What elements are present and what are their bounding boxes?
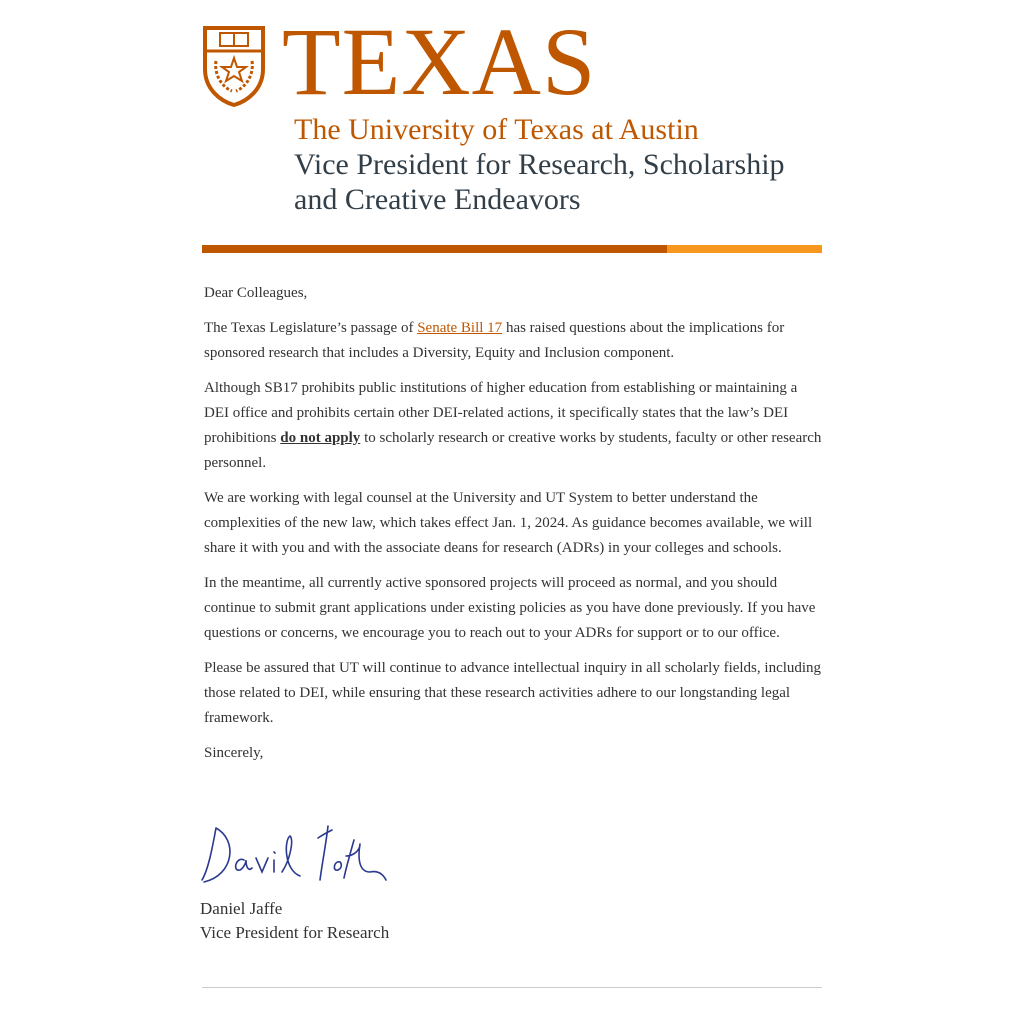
signer-title: Vice President for Research bbox=[200, 923, 390, 942]
text: Although SB17 prohibits public institutions of higher education from establishing or maintaining a DEI office and prohibits certain other DEI-related actions, it specifically states that the law’s DEI prohibitions bbox=[204, 380, 798, 446]
signer-block bbox=[200, 897, 389, 945]
handwritten-signature bbox=[198, 820, 398, 892]
emphasis-do-not-apply: do not apply bbox=[280, 430, 361, 446]
greeting: Dear Colleagues, bbox=[204, 285, 308, 301]
university-name: The University of Texas at Austin bbox=[294, 113, 699, 146]
closing: Sincerely, bbox=[204, 745, 264, 761]
text: to scholarly research or creative works by students, faculty or other research personnel. bbox=[204, 430, 822, 471]
office-title-line2: and Creative Endeavors bbox=[294, 183, 581, 216]
paragraph-1 bbox=[204, 316, 822, 366]
letter-body bbox=[204, 281, 822, 776]
paragraph-2 bbox=[204, 376, 822, 476]
header-divider-accent bbox=[667, 245, 822, 253]
footer-divider bbox=[202, 987, 822, 988]
signer-name: Daniel Jaffe bbox=[200, 899, 283, 918]
header-divider-primary bbox=[202, 245, 667, 253]
office-title-line1: Vice President for Research, Scholarship bbox=[294, 148, 785, 181]
text: The Texas Legislature’s passage of bbox=[204, 320, 418, 336]
paragraph-5: Please be assured that UT will continue to advance intellectual inquiry in all scholarly fields, including those related to DEI, while ensuring that these research activities adhere to our longstanding legal framework. bbox=[204, 660, 822, 726]
paragraph-3: We are working with legal counsel at the University and UT System to better understand the complexities of the new law, which takes effect Jan. 1, 2024. As guidance becomes available, we will share it with you and with the associate deans for research (ADRs) in your colleges and schools. bbox=[204, 490, 813, 556]
text: has raised questions about the implications for sponsored research that includes a Diversity, Equity and Inclusion component. bbox=[204, 320, 785, 361]
texas-wordmark: TEXAS bbox=[282, 8, 597, 115]
senate-bill-17-link[interactable]: Senate Bill 17 bbox=[417, 320, 503, 336]
paragraph-4: In the meantime, all currently active sponsored projects will proceed as normal, and you should continue to submit grant applications under existing policies as you have done previously. If you have questions or concerns, we encourage you to reach out to your ADRs for support or to our office. bbox=[204, 575, 816, 641]
ut-shield-logo bbox=[202, 25, 266, 107]
